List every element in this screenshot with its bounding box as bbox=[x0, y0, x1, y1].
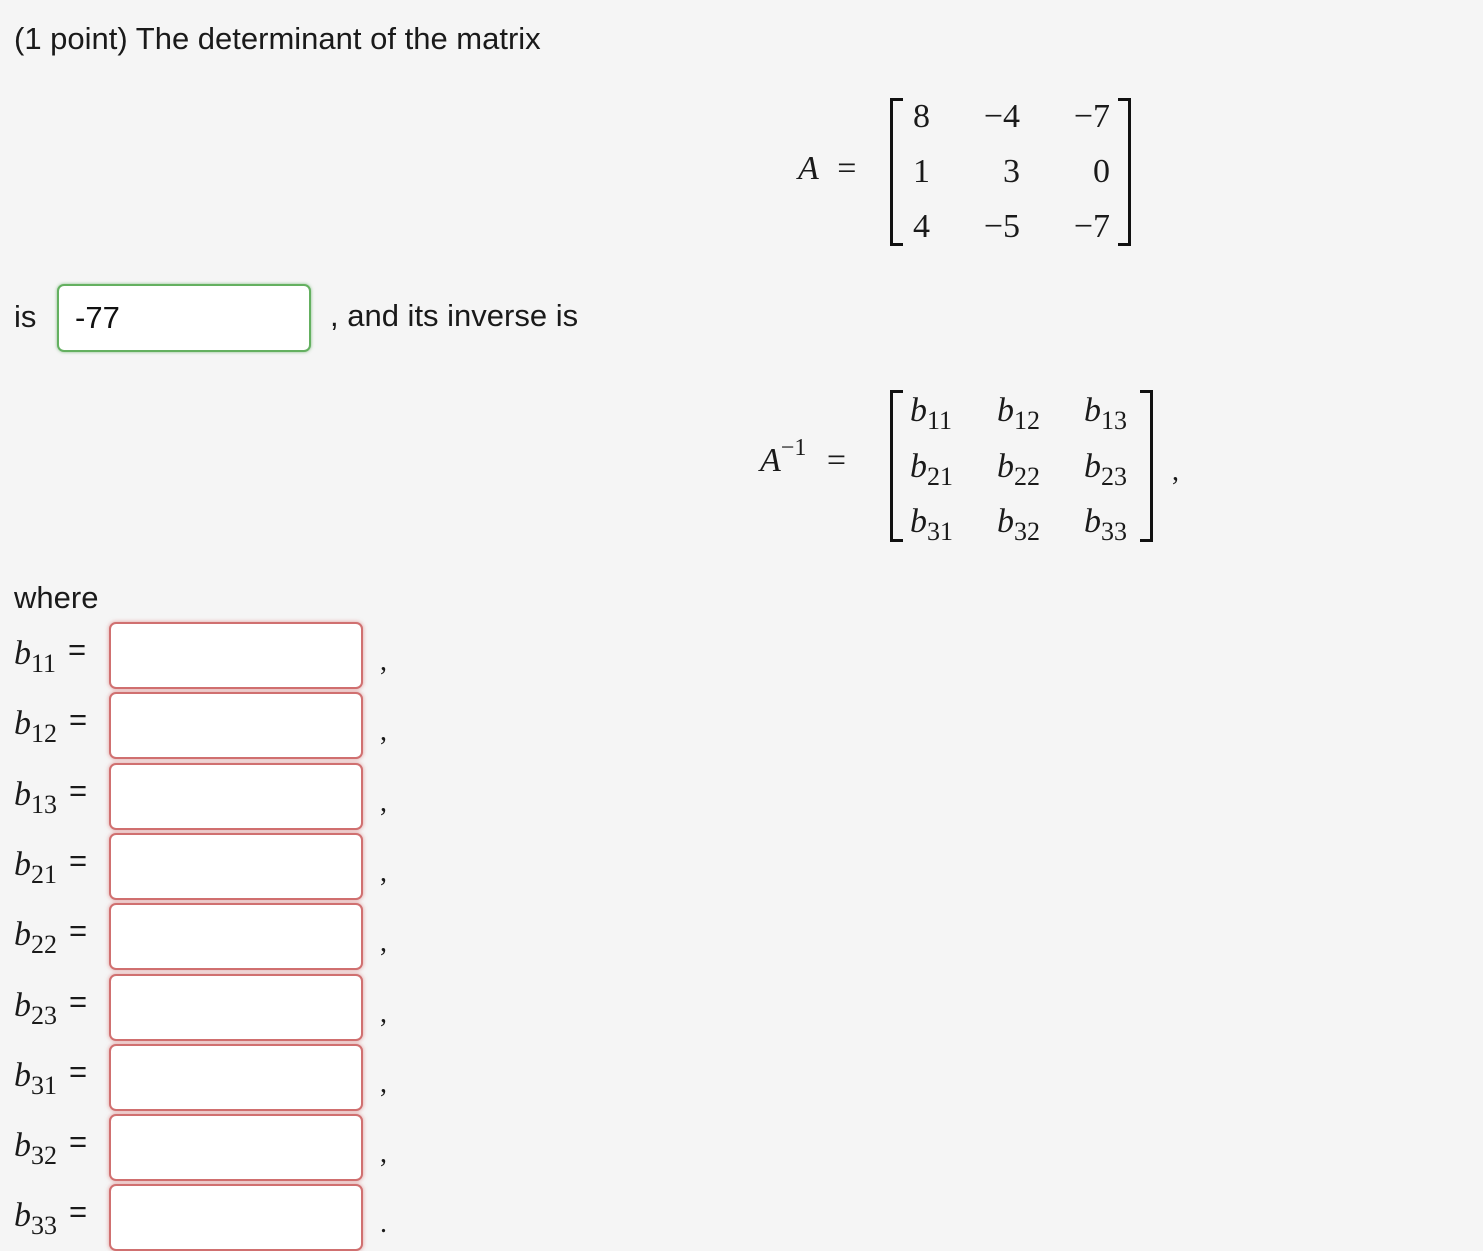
entry-label-32 bbox=[14, 1124, 88, 1170]
entry-punctuation: , bbox=[380, 927, 387, 958]
inverse-cell-base: b bbox=[997, 448, 1014, 485]
matrix-a-cell-1-2: −4 bbox=[983, 98, 1020, 135]
matrix-a-cell-3-2: −5 bbox=[983, 208, 1020, 245]
entry-label-subscript: 12 bbox=[31, 719, 57, 748]
inverse-cell-base: b bbox=[997, 503, 1014, 540]
entry-label-subscript: 31 bbox=[31, 1071, 57, 1100]
inverse-cell-subscript: 33 bbox=[1101, 517, 1127, 546]
matrix-a-cell-2-3: 0 bbox=[1093, 153, 1110, 190]
inverse-cell-subscript: 32 bbox=[1014, 517, 1040, 546]
entry-label-subscript: 13 bbox=[31, 790, 57, 819]
inverse-cell-2-2 bbox=[997, 448, 1040, 491]
matrix-a-cell-3-3: −7 bbox=[1073, 208, 1110, 245]
inverse-cell-subscript: 13 bbox=[1101, 406, 1127, 435]
entry-label-11 bbox=[14, 632, 87, 678]
entry-punctuation: , bbox=[380, 716, 387, 747]
entry-label-21 bbox=[14, 843, 88, 889]
entry-label-31 bbox=[14, 1054, 88, 1100]
entry-label-base: b bbox=[14, 1057, 31, 1094]
entry-equals: = bbox=[69, 984, 88, 1019]
entry-equals: = bbox=[69, 913, 88, 948]
entry-label-22 bbox=[14, 913, 88, 959]
entry-label-base: b bbox=[14, 635, 31, 672]
inverse-cell-1-2 bbox=[997, 392, 1040, 435]
inverse-cell-base: b bbox=[1084, 448, 1101, 485]
matrix-a-cell-1-3: −7 bbox=[1073, 98, 1110, 135]
entry-label-base: b bbox=[14, 1197, 31, 1234]
entry-input-b12[interactable] bbox=[109, 692, 363, 759]
entry-equals: = bbox=[68, 632, 87, 667]
entry-input-b31[interactable] bbox=[109, 1044, 363, 1111]
entry-equals: = bbox=[69, 1124, 88, 1159]
inverse-cell-base: b bbox=[1084, 392, 1101, 429]
entry-label-13 bbox=[14, 773, 88, 819]
problem-intro: (1 point) The determinant of the matrix bbox=[14, 21, 541, 56]
entry-punctuation: , bbox=[380, 857, 387, 888]
entry-label-33 bbox=[14, 1194, 88, 1240]
entry-equals: = bbox=[69, 1194, 88, 1229]
entry-input-b11[interactable] bbox=[109, 622, 363, 689]
inverse-cell-base: b bbox=[910, 448, 927, 485]
inverse-intro-text: , and its inverse is bbox=[330, 298, 579, 333]
entry-input-b21[interactable] bbox=[109, 833, 363, 900]
is-label: is bbox=[14, 299, 37, 334]
inverse-left-bracket bbox=[890, 390, 903, 542]
inverse-cell-subscript: 31 bbox=[927, 517, 953, 546]
matrix-a-right-bracket bbox=[1118, 98, 1131, 246]
entry-label-subscript: 33 bbox=[31, 1211, 57, 1240]
inverse-cell-1-1 bbox=[910, 392, 953, 435]
inverse-cell-base: b bbox=[910, 503, 927, 540]
entry-label-subscript: 11 bbox=[31, 649, 57, 678]
entry-input-b23[interactable] bbox=[109, 974, 363, 1041]
inverse-cell-subscript: 11 bbox=[927, 406, 953, 435]
inverse-cell-1-3 bbox=[1084, 392, 1127, 435]
entry-label-base: b bbox=[14, 987, 31, 1024]
inverse-cell-subscript: 12 bbox=[1014, 406, 1040, 435]
matrix-a-cell-2-1: 1 bbox=[913, 153, 930, 190]
entry-equals: = bbox=[69, 773, 88, 808]
inverse-matrix-label: $A^{-1}$ = bbox=[760, 435, 847, 479]
inverse-cell-subscript: 21 bbox=[927, 462, 953, 491]
inverse-cell-3-1 bbox=[910, 503, 953, 546]
determinant-input[interactable] bbox=[57, 284, 311, 352]
entry-label-23 bbox=[14, 984, 88, 1030]
entry-input-b33[interactable] bbox=[109, 1184, 363, 1251]
inverse-cell-3-2 bbox=[997, 503, 1040, 546]
entry-label-subscript: 21 bbox=[31, 860, 57, 889]
entry-label-base: b bbox=[14, 705, 31, 742]
inverse-cell-2-3 bbox=[1084, 448, 1127, 491]
entry-label-subscript: 22 bbox=[31, 930, 57, 959]
entry-punctuation: , bbox=[380, 646, 387, 677]
inverse-cell-base: b bbox=[910, 392, 927, 429]
inverse-cell-subscript: 23 bbox=[1101, 462, 1127, 491]
entry-equals: = bbox=[69, 1054, 88, 1089]
entry-punctuation: , bbox=[380, 1138, 387, 1169]
entry-punctuation: , bbox=[380, 1068, 387, 1099]
entry-input-b22[interactable] bbox=[109, 903, 363, 970]
matrix-a-cell-3-1: 4 bbox=[913, 208, 930, 245]
inverse-cell-base: b bbox=[997, 392, 1014, 429]
inverse-trailing-comma: , bbox=[1172, 456, 1179, 487]
entry-input-b13[interactable] bbox=[109, 763, 363, 830]
entry-equals: = bbox=[69, 843, 88, 878]
matrix-a-label: A = bbox=[798, 150, 857, 187]
inverse-right-bracket bbox=[1140, 390, 1153, 542]
inverse-cell-subscript: 22 bbox=[1014, 462, 1040, 491]
entry-punctuation: , bbox=[380, 998, 387, 1029]
entry-label-base: b bbox=[14, 776, 31, 813]
entry-label-12 bbox=[14, 702, 88, 748]
entry-label-subscript: 23 bbox=[31, 1001, 57, 1030]
inverse-cell-3-3 bbox=[1084, 503, 1127, 546]
entry-label-base: b bbox=[14, 916, 31, 953]
entry-label-base: b bbox=[14, 1127, 31, 1164]
where-label: where bbox=[14, 580, 99, 615]
entry-punctuation: , bbox=[380, 787, 387, 818]
inverse-cell-2-1 bbox=[910, 448, 953, 491]
matrix-a-cell-2-2: 3 bbox=[1003, 153, 1020, 190]
entry-punctuation: . bbox=[380, 1208, 387, 1239]
entry-label-subscript: 32 bbox=[31, 1141, 57, 1170]
entry-equals: = bbox=[69, 702, 88, 737]
entry-label-base: b bbox=[14, 846, 31, 883]
matrix-a-cell-1-1: 8 bbox=[913, 98, 930, 135]
entry-input-b32[interactable] bbox=[109, 1114, 363, 1181]
inverse-cell-base: b bbox=[1084, 503, 1101, 540]
